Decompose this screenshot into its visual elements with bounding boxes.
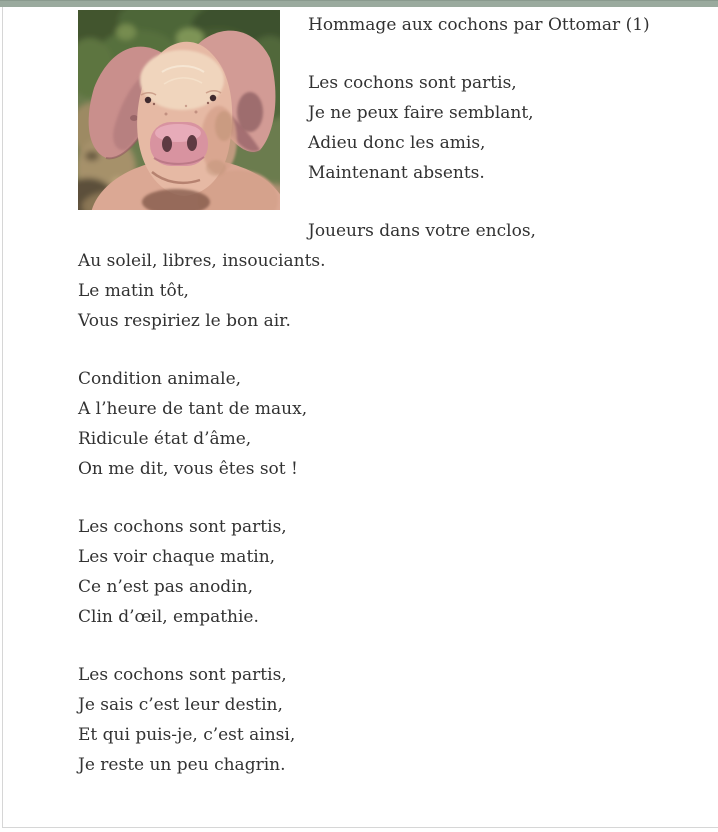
poem-line: On me dit, vous êtes sot ! [78, 459, 298, 479]
poem-line: Ridicule état d’âme, [78, 429, 252, 449]
poem-line: Le matin tôt, [78, 281, 189, 301]
pig-nostril-left [162, 136, 172, 152]
poem-line: A l’heure de tant de maux, [78, 399, 308, 419]
poem-stanza-5 [78, 660, 708, 780]
poem-line: Je sais c’est leur destin, [78, 695, 283, 715]
poem-line: Maintenant absents. [308, 163, 485, 183]
pig-figure [89, 31, 280, 210]
poem-line: Je reste un peu chagrin. [78, 755, 286, 775]
poem-line: Je ne peux faire semblant, [308, 103, 534, 123]
poem-title: Hommage aux cochons par Ottomar (1) [308, 15, 650, 35]
top-accent-bar [0, 0, 718, 7]
poem-line: Au soleil, libres, insouciants. [78, 251, 326, 271]
poem-line: Les cochons sont partis, [308, 73, 517, 93]
poem-line: Condition animale, [78, 369, 242, 389]
poem-stanza-4 [78, 512, 708, 632]
poem-line: Et qui puis-je, c’est ainsi, [78, 725, 296, 745]
poem-line: Ce n’est pas anodin, [78, 577, 253, 597]
poem-line: Les voir chaque matin, [78, 547, 276, 567]
poem-line: Vous respiriez le bon air. [78, 311, 291, 331]
pig-photo [78, 10, 280, 210]
pig-eye-left [145, 97, 151, 103]
poem-line: Clin d’œil, empathie. [78, 607, 259, 627]
pig-eye-right [210, 95, 216, 101]
poem-line: Adieu donc les amis, [308, 133, 486, 153]
poem-stanza-2 [78, 216, 708, 336]
poem-line: Les cochons sont partis, [78, 517, 287, 537]
poem-article [3, 7, 718, 780]
poem-line: Les cochons sont partis, [78, 665, 287, 685]
poem-line: Joueurs dans votre enclos, [308, 221, 536, 241]
pig-nostril-right [187, 135, 197, 151]
poem-stanza-3 [78, 364, 708, 484]
content-frame [2, 7, 718, 828]
